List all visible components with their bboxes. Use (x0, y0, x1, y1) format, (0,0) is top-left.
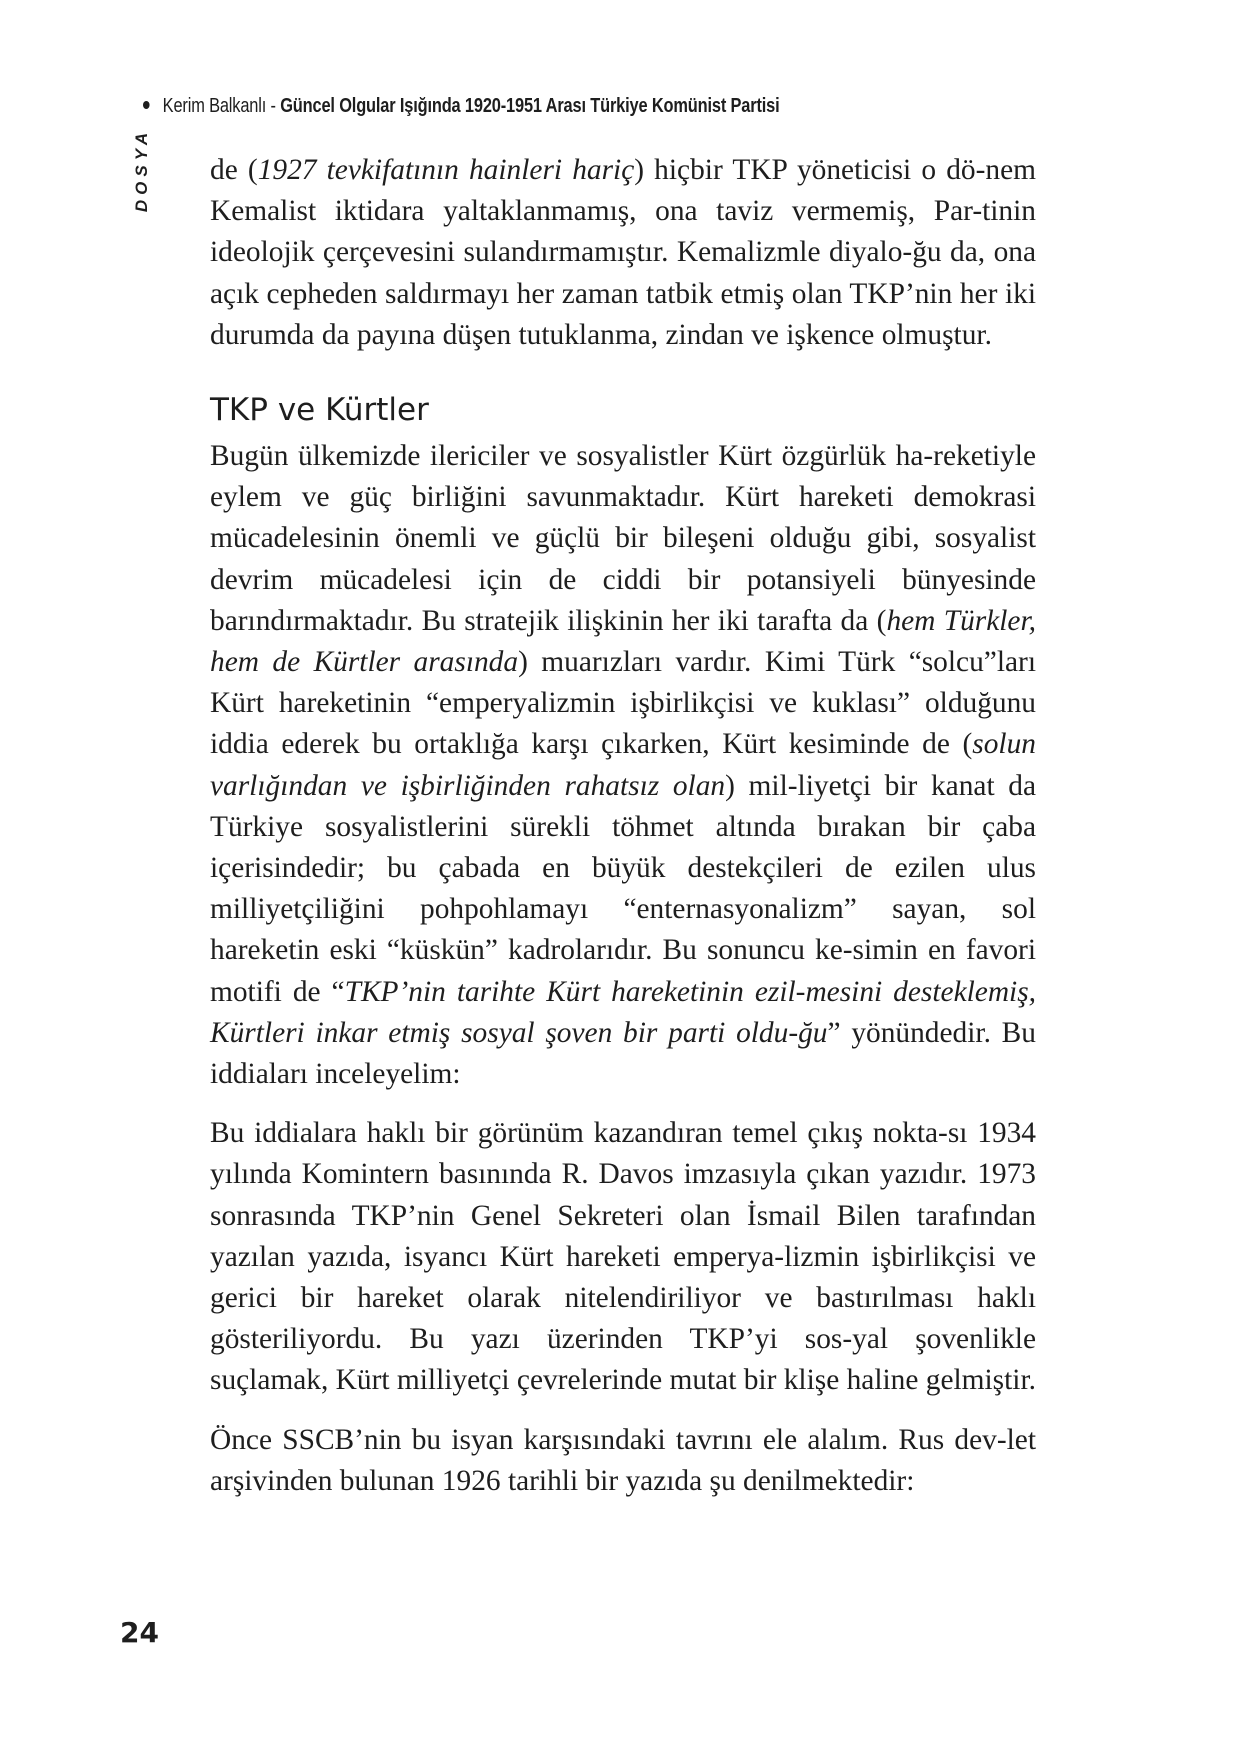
header-separator: - (266, 95, 281, 117)
section-tab (130, 127, 154, 213)
paragraph-4: Önce SSCB’nin bu isyan karşısındaki tavrını ele alalım. Rus dev-let arşivinden bulunan 1926 tarihli bir yazıda şu denilmektedir: (210, 1423, 1036, 1497)
italic-run: TKP’nin tarihte Kürt hareketinin ezil-mesini desteklemiş, Kürtleri inkar etmiş sosyal şoven bir parti oldu-ğu (210, 975, 1036, 1049)
header-author: Kerim Balkanlı (162, 95, 267, 117)
italic-run: solun varlığından ve işbirliğinden rahatsız olan (210, 728, 1036, 802)
page-number: 24 (120, 1616, 159, 1649)
text-run: ” yönündedir. Bu iddiaları inceleyelim: (210, 1016, 1036, 1091)
text-run: ) muarızları vardır. Kimi Türk “solcu”ları Kürt hareketinin “emperyalizmin işbirlikçisi ve kuklası” olduğunu iddia ederek bu ortaklığa karşı çıkarken, Kürt kesiminde de ( (210, 646, 1036, 761)
text-run: de ( (210, 154, 258, 186)
article-body (210, 150, 1036, 1502)
section-tab-label: DOSYA (132, 127, 151, 213)
paragraph-3: Bu iddialara haklı bir görünüm kazandıran temel çıkış nokta-sı 1934 yılında Komintern basınında R. Davos imzasıyla çıkan yazıdır. 1973 sonrasında TKP’nin Genel Sekreteri olan İsmail Bilen tarafından yazılan yazıda, isyancı Kürt hareketi emperya-lizmin işbirlikçisi ve gerici bir hareket olarak nitelendiriliyor ve bastırılması haklı gösteriliyordu. Bu yazı üzerinden TKP’yi sos-yal şovenlikle suçlamak, Kürt milliyetçi çevrelerinde mutat bir klişe haline gelmiştir. (210, 1117, 1036, 1397)
paragraph-1 (210, 150, 1036, 356)
bullet-icon (143, 101, 150, 109)
paragraph-2 (210, 436, 1036, 1095)
text-run: ) mil-liyetçi bir kanat da Türkiye sosyalistlerini sürekli töhmet altında bırakan bir çaba içerisindedir; bu çabada en büyük destekçileri de ezilen ulus milliyetçiliğini pohpohlamayı “enternasyonalizm” sayan, sol hareketin eski “küskün” kadrolarıdır. Bu sonuncu ke-simin en favori motifi de “ (210, 769, 1037, 1008)
text-run: Bugün ülkemizde ilericiler ve sosyalistler Kürt özgürlük ha-reketiyle eylem ve güç birliğini savunmaktadır. Kürt hareketi demokrasi mücadelesinin önemli ve güçlü bir bileşeni olduğu gibi, sosyalist devrim mücadelesi için de ciddi bir potansiyeli bünyesinde barındırmaktadır. Bu stratejik ilişkinin her iki tarafta da ( (210, 440, 1036, 637)
italic-run: 1927 tevkifatının hainleri hariç (257, 154, 635, 186)
italic-run: hem Türkler, hem de Kürtler arasında (210, 604, 1037, 679)
running-head (143, 93, 780, 119)
text-run: ) hiçbir TKP yöneticisi o dö-nem Kemalist iktidara yaltaklanmamış, ona taviz vermemiş, Par-tinin ideolojik çerçevesini sulandırmamıştır. Kemalizmle diyalo-ğu da, ona açık cepheden saldırmayı her zaman tatbik etmiş olan TKP’nin her iki durumda da payına düşen tutuklanma, zindan ve işkence olmuştur. (210, 154, 1036, 351)
header-title: Güncel Olgular Işığında 1920-1951 Arası Türkiye Komünist Partisi (280, 95, 780, 117)
section-heading: TKP ve Kürtler (210, 392, 429, 429)
